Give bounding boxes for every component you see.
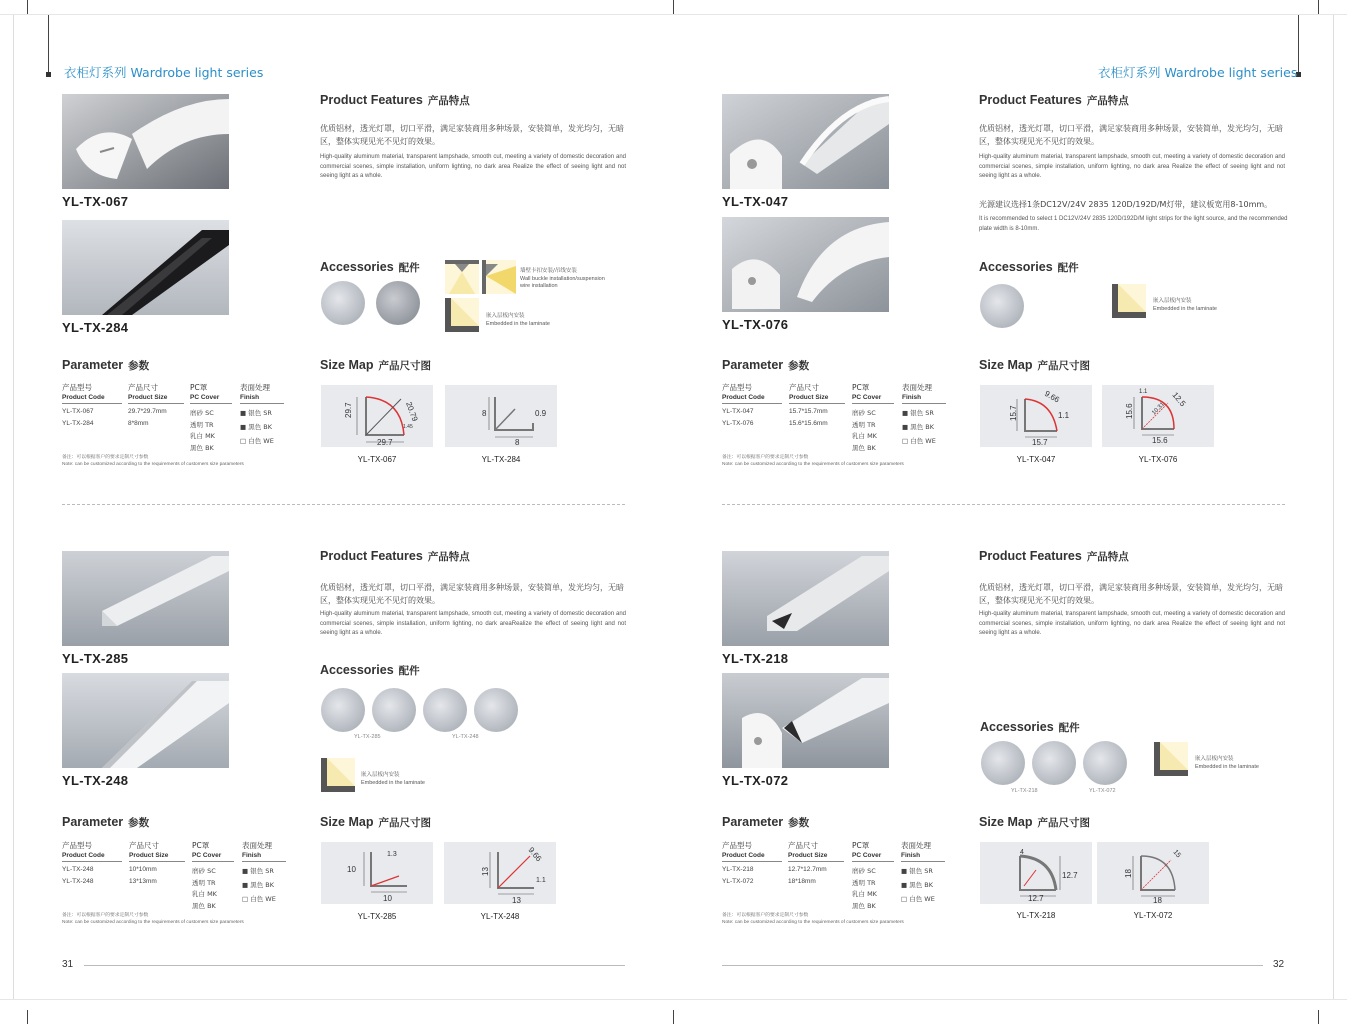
dim-label: 8: [482, 409, 487, 418]
accessory-label: YL-TX-218: [1011, 788, 1038, 794]
cell-finish: ■ 银色 SR: [242, 867, 274, 875]
size-diagram-yl-tx-248: [444, 842, 556, 904]
cell-code: YL-TX-218: [722, 866, 754, 873]
size-caption: YL-TX-284: [481, 455, 521, 464]
cell-finish: □ 白色 WE: [901, 895, 935, 903]
dim-label: 15.7: [1032, 438, 1048, 447]
accessory-endcap: [423, 688, 467, 732]
accessories-heading: Accessories 配件: [320, 260, 420, 274]
dim-label: 1.1: [1058, 411, 1070, 420]
install-embedded-en: Embedded in the laminate: [1153, 306, 1217, 312]
accessory-clip: [474, 688, 518, 732]
cell-cover: 乳白 MK: [852, 432, 877, 440]
install-wall-en: Wall buckle installation/suspension: [520, 276, 605, 282]
accessory-endcap: [321, 688, 365, 732]
product-photo-yl-tx-076: [722, 217, 889, 312]
th-finish-zh: 表面处理: [902, 383, 932, 392]
th-cover-zh: PC罩: [852, 383, 870, 392]
th-finish-en: Finish: [901, 852, 945, 862]
crop-mark: [1333, 14, 1334, 999]
cell-cover: 乳白 MK: [190, 432, 215, 440]
cell-size: 8*8mm: [128, 419, 149, 427]
install-embedded-zh: 嵌入层板内安装: [486, 313, 525, 319]
accessory-label: YL-TX-248: [452, 734, 479, 740]
sizemap-heading: Size Map 产品尺寸图: [320, 358, 431, 372]
cell-finish: ■ 黑色 BK: [242, 881, 274, 889]
features-heading: Product Features 产品特点: [320, 549, 470, 563]
th-cover-en: PC Cover: [190, 394, 232, 404]
cell-size: 15.7*15.7mm: [789, 408, 828, 415]
size-caption: YL-TX-285: [357, 912, 397, 921]
dim-label: 13: [481, 867, 490, 876]
install-embedded-en: Embedded in the laminate: [1195, 764, 1259, 770]
size-diagram-yl-tx-284: [445, 385, 557, 447]
features-text-zh: 优质铝材，透光灯罩，切口平滑，满足家装商用多种场景，安装简单，发光均匀，无暗区，整体实现见光不见灯的效果。: [979, 583, 1283, 605]
cell-finish: ■ 银色 SR: [902, 409, 934, 417]
cell-code: YL-TX-047: [722, 408, 754, 415]
size-caption: YL-TX-218: [1016, 911, 1056, 920]
accessories-heading: Accessories 配件: [320, 663, 420, 677]
sizemap-heading: Size Map 产品尺寸图: [979, 358, 1090, 372]
model-label: YL-TX-047: [722, 194, 789, 209]
crop-mark: [1318, 0, 1319, 14]
accessory-endcap: [980, 284, 1024, 328]
th-finish-en: Finish: [902, 394, 946, 404]
dim-label: 15.6: [1125, 403, 1134, 419]
th-code-en: Product Code: [722, 394, 782, 404]
install-embedded-icon: [321, 758, 355, 792]
accessory-label: YL-TX-072: [1089, 788, 1116, 794]
cell-cover: 透明 TR: [190, 420, 214, 429]
note-en: Note: can be customized according to the requirements of customers size parameters: [722, 920, 904, 925]
dim-label: 9.66: [526, 845, 544, 864]
th-finish-en: Finish: [242, 852, 286, 862]
th-code-en: Product Code: [62, 394, 122, 404]
features-heading: Product Features 产品特点: [979, 549, 1129, 563]
page-number-left: 31: [62, 959, 74, 970]
series-title-left: 衣柜灯系列 Wardrobe light series: [64, 65, 264, 80]
features-text-zh: 优质铝材，透光灯罩，切口平滑，满足家装商用多种场景，安装简单，发光均匀，无暗区，整体实现见光不见灯的效果。: [320, 124, 624, 146]
cell-code: YL-TX-076: [722, 419, 754, 427]
th-finish-zh: 表面处理: [901, 841, 931, 850]
note-zh: 备注：可以根据客户的要求定制尺寸参数: [722, 455, 809, 460]
cell-cover: 黑色 BK: [852, 901, 876, 910]
dim-label: 29.7: [377, 438, 393, 447]
th-finish-en: Finish: [240, 394, 284, 404]
cell-cover: 黑色 BK: [852, 443, 876, 452]
install-wall-en2: wire installation: [520, 283, 558, 289]
corner-dot: [46, 72, 51, 77]
dim-label: 1.3: [387, 851, 397, 858]
features-heading: Product Features 产品特点: [979, 93, 1129, 107]
cell-cover: 透明 TR: [852, 420, 876, 429]
crop-mark: [13, 14, 14, 999]
install-wall-zh: 墙壁卡扣安装/吊线安装: [520, 268, 577, 274]
crop-mark: [27, 1010, 28, 1024]
parameter-heading: Parameter 参数: [722, 815, 810, 829]
dim-label: 29.7: [344, 402, 353, 418]
install-embedded-icon: [445, 298, 479, 332]
accessory-clip: [376, 281, 420, 325]
features-heading: Product Features 产品特点: [320, 93, 470, 107]
model-label: YL-TX-285: [62, 651, 129, 666]
th-code-zh: 产品型号: [62, 383, 92, 392]
dim-label: 1.1: [1139, 389, 1148, 395]
dim-label: 4: [1020, 849, 1024, 856]
dim-label: 1.45: [403, 424, 413, 430]
dim-label: 15.7: [1009, 405, 1018, 421]
accessories-heading: Accessories 配件: [979, 260, 1079, 274]
product-photo-yl-tx-284: [62, 220, 229, 315]
cell-cover: 磨砂 SC: [192, 867, 216, 875]
install-embedded-icon: [1112, 284, 1146, 318]
dim-label: 0.9: [535, 409, 547, 418]
features-text-en: High-quality aluminum material, transparent lampshade, smooth cut, meeting a variety of domestic decoration and commercial scenes, simple installation, uniform lighting, no dark area Realize the effect of seeing light and not seeing light as a whole.: [320, 154, 626, 179]
crop-mark: [27, 0, 28, 14]
recommend-en: It is recommended to select 1 DC12V/24V 2835 120D/192D/M light strips for the light source, and the recommended plate width is 8-10mm.: [979, 216, 1288, 232]
th-cover-zh: PC罩: [852, 841, 870, 850]
crop-mark: [0, 999, 1347, 1000]
th-size-en: Product Size: [129, 852, 185, 862]
crop-mark: [0, 14, 1347, 15]
note-en: Note: can be customized according to the requirements of customers size parameters: [62, 462, 244, 467]
footer-line: [722, 965, 1263, 966]
dim-label: 15.6: [1152, 436, 1168, 445]
install-embedded-zh: 嵌入层板内安装: [361, 772, 400, 778]
th-cover-en: PC Cover: [192, 852, 234, 862]
size-diagram-yl-tx-067: [321, 385, 433, 447]
size-caption: YL-TX-248: [480, 912, 520, 921]
product-photo-yl-tx-047: [722, 94, 889, 189]
dim-label: 10.31: [1151, 401, 1167, 417]
size-diagram-yl-tx-285: [321, 842, 433, 904]
accessory-endcap: [981, 741, 1025, 785]
accessory-label: YL-TX-285: [354, 734, 381, 740]
cell-cover: 透明 TR: [852, 878, 876, 887]
parameter-heading: Parameter 参数: [62, 358, 150, 372]
cell-size: 18*18mm: [788, 877, 816, 885]
crop-mark: [1318, 1010, 1319, 1024]
cell-finish: ■ 银色 SR: [901, 867, 933, 875]
th-cover-zh: PC罩: [190, 383, 208, 392]
dim-label: 20.79: [404, 400, 420, 423]
product-photo-yl-tx-067: [62, 94, 229, 189]
features-text-en: High-quality aluminum material, transparent lampshade, smooth cut, meeting a variety of domestic decoration and commercial scenes, simple installation, uniform lighting, no dark area Realize the effect of seeing light and not seeing light as a whole.: [979, 611, 1285, 636]
dim-label: 13: [512, 896, 521, 904]
cell-cover: 黑色 BK: [190, 443, 214, 452]
size-diagram-yl-tx-076: [1102, 385, 1214, 447]
size-diagram-yl-tx-047: [980, 385, 1092, 447]
sizemap-heading: Size Map 产品尺寸图: [979, 815, 1090, 829]
size-diagram-yl-tx-218: [980, 842, 1092, 904]
note-en: Note: can be customized according to the requirements of customers size parameters: [722, 462, 904, 467]
dim-label: 18: [1153, 896, 1162, 904]
note-en: Note: can be customized according to the requirements of customers size parameters: [62, 920, 244, 925]
cell-cover: 透明 TR: [192, 878, 216, 887]
cell-cover: 乳白 MK: [192, 890, 217, 898]
cell-size: 29.7*29.7mm: [128, 408, 167, 415]
product-photo-yl-tx-248: [62, 673, 229, 768]
cell-finish: □ 白色 WE: [242, 895, 276, 903]
dim-label: 10: [347, 865, 356, 874]
th-size-zh: 产品尺寸: [129, 841, 159, 850]
install-wall-icon: [445, 260, 479, 294]
install-embedded-icon: [1154, 742, 1188, 776]
model-label: YL-TX-218: [722, 651, 789, 666]
cell-size: 12.7*12.7mm: [788, 866, 827, 873]
dim-label: 8: [515, 438, 520, 447]
th-size-zh: 产品尺寸: [788, 841, 818, 850]
crop-mark: [673, 1010, 674, 1024]
size-caption: YL-TX-072: [1133, 911, 1173, 920]
size-caption: YL-TX-076: [1138, 455, 1178, 464]
th-code-zh: 产品型号: [62, 841, 92, 850]
cell-cover: 黑色 BK: [192, 901, 216, 910]
th-code-zh: 产品型号: [722, 841, 752, 850]
cell-size: 10*10mm: [129, 866, 157, 873]
accessory-clip: [1032, 741, 1076, 785]
install-suspension-icon: [482, 260, 516, 294]
model-label: YL-TX-248: [62, 773, 129, 788]
dim-label: 12.7: [1028, 894, 1044, 903]
note-zh: 备注：可以根据客户的要求定制尺寸参数: [62, 455, 149, 460]
th-cover-zh: PC罩: [192, 841, 210, 850]
crop-mark: [48, 14, 49, 76]
cell-finish: ■ 黑色 BK: [240, 423, 272, 431]
th-size-zh: 产品尺寸: [789, 383, 819, 392]
features-text-zh: 优质铝材，透光灯罩，切口平滑，满足家装商用多种场景，安装简单，发光均匀，无暗区，整体实现见光不见灯的效果。: [979, 124, 1283, 146]
install-embedded-en: Embedded in the laminate: [361, 780, 425, 786]
th-code-en: Product Code: [722, 852, 782, 862]
cell-finish: □ 白色 WE: [902, 437, 936, 445]
size-caption: YL-TX-047: [1016, 455, 1056, 464]
th-code-zh: 产品型号: [722, 383, 752, 392]
th-cover-en: PC Cover: [852, 852, 894, 862]
dim-label: 9.66: [1043, 388, 1061, 405]
divider: [62, 504, 625, 505]
dim-label: 12.5: [1170, 390, 1188, 409]
cell-finish: ■ 黑色 BK: [902, 423, 934, 431]
dim-label: 18: [1124, 869, 1133, 878]
cell-cover: 乳白 MK: [852, 890, 877, 898]
cell-code: YL-TX-072: [722, 877, 754, 885]
dim-label: 15: [1171, 848, 1182, 860]
product-photo-yl-tx-285: [62, 551, 229, 646]
dim-label: 10: [383, 894, 392, 903]
series-title-right: 衣柜灯系列 Wardrobe light series: [1098, 65, 1298, 80]
th-cover-en: PC Cover: [852, 394, 894, 404]
cell-size: 15.6*15.6mm: [789, 419, 828, 427]
sizemap-heading: Size Map 产品尺寸图: [320, 815, 431, 829]
cell-code: YL-TX-248: [62, 877, 94, 885]
divider: [722, 504, 1285, 505]
model-label: YL-TX-067: [62, 194, 129, 209]
th-code-en: Product Code: [62, 852, 122, 862]
product-photo-yl-tx-218: [722, 551, 889, 646]
th-size-en: Product Size: [128, 394, 184, 404]
th-size-en: Product Size: [788, 852, 844, 862]
cell-size: 13*13mm: [129, 877, 157, 885]
accessory-clip: [372, 688, 416, 732]
cell-finish: ■ 银色 SR: [240, 409, 272, 417]
cell-code: YL-TX-248: [62, 866, 94, 873]
recommend-zh: 光源建议选择1条DC12V/24V 2835 120D/192D/M灯带，建议板宽用8-10mm。: [979, 200, 1273, 209]
cell-finish: □ 白色 WE: [240, 437, 274, 445]
crop-mark: [673, 0, 674, 14]
cell-cover: 磨砂 SC: [190, 409, 214, 417]
model-label: YL-TX-076: [722, 317, 789, 332]
crop-mark: [1298, 14, 1299, 76]
install-embedded-zh: 嵌入层板内安装: [1153, 298, 1192, 304]
cell-cover: 磨砂 SC: [852, 867, 876, 875]
accessory-endcap: [1083, 741, 1127, 785]
dim-label: 12.7: [1062, 871, 1078, 880]
cell-code: YL-TX-284: [62, 419, 94, 427]
note-zh: 备注：可以根据客户的要求定制尺寸参数: [62, 913, 149, 918]
install-embedded-zh: 嵌入层板内安装: [1195, 756, 1234, 762]
product-photo-yl-tx-072: [722, 673, 889, 768]
model-label: YL-TX-072: [722, 773, 789, 788]
th-finish-zh: 表面处理: [240, 383, 270, 392]
footer-line: [84, 965, 625, 966]
features-text-en: High-quality aluminum material, transparent lampshade, smooth cut, meeting a variety of domestic decoration and commercial scenes, simple installation, uniform lighting, no dark areaRealize the effect of seeing light and not seeing light as a whole.: [320, 611, 626, 636]
th-size-en: Product Size: [789, 394, 845, 404]
install-embedded-en: Embedded in the laminate: [486, 321, 550, 327]
accessories-heading: Accessories 配件: [980, 720, 1080, 734]
dim-label: 1.1: [536, 877, 546, 884]
features-text-zh: 优质铝材，透光灯罩，切口平滑，满足家装商用多种场景，安装简单，发光均匀，无暗区，整体实现见光不见灯的效果。: [320, 583, 624, 605]
th-size-zh: 产品尺寸: [128, 383, 158, 392]
parameter-heading: Parameter 参数: [62, 815, 150, 829]
size-caption: YL-TX-067: [357, 455, 397, 464]
size-diagram-yl-tx-072: [1097, 842, 1209, 904]
model-label: YL-TX-284: [62, 320, 129, 335]
cell-code: YL-TX-067: [62, 408, 94, 415]
cell-finish: ■ 黑色 BK: [901, 881, 933, 889]
parameter-heading: Parameter 参数: [722, 358, 810, 372]
cell-cover: 磨砂 SC: [852, 409, 876, 417]
accessory-endcap: [321, 281, 365, 325]
note-zh: 备注：可以根据客户的要求定制尺寸参数: [722, 913, 809, 918]
th-finish-zh: 表面处理: [242, 841, 272, 850]
page-number-right: 32: [1273, 959, 1285, 970]
features-text-en: High-quality aluminum material, transparent lampshade, smooth cut, meeting a variety of domestic decoration and commercial scenes, simple installation, uniform lighting, no dark area Realize the effect of seeing light and not seeing light as a whole.: [979, 154, 1285, 179]
